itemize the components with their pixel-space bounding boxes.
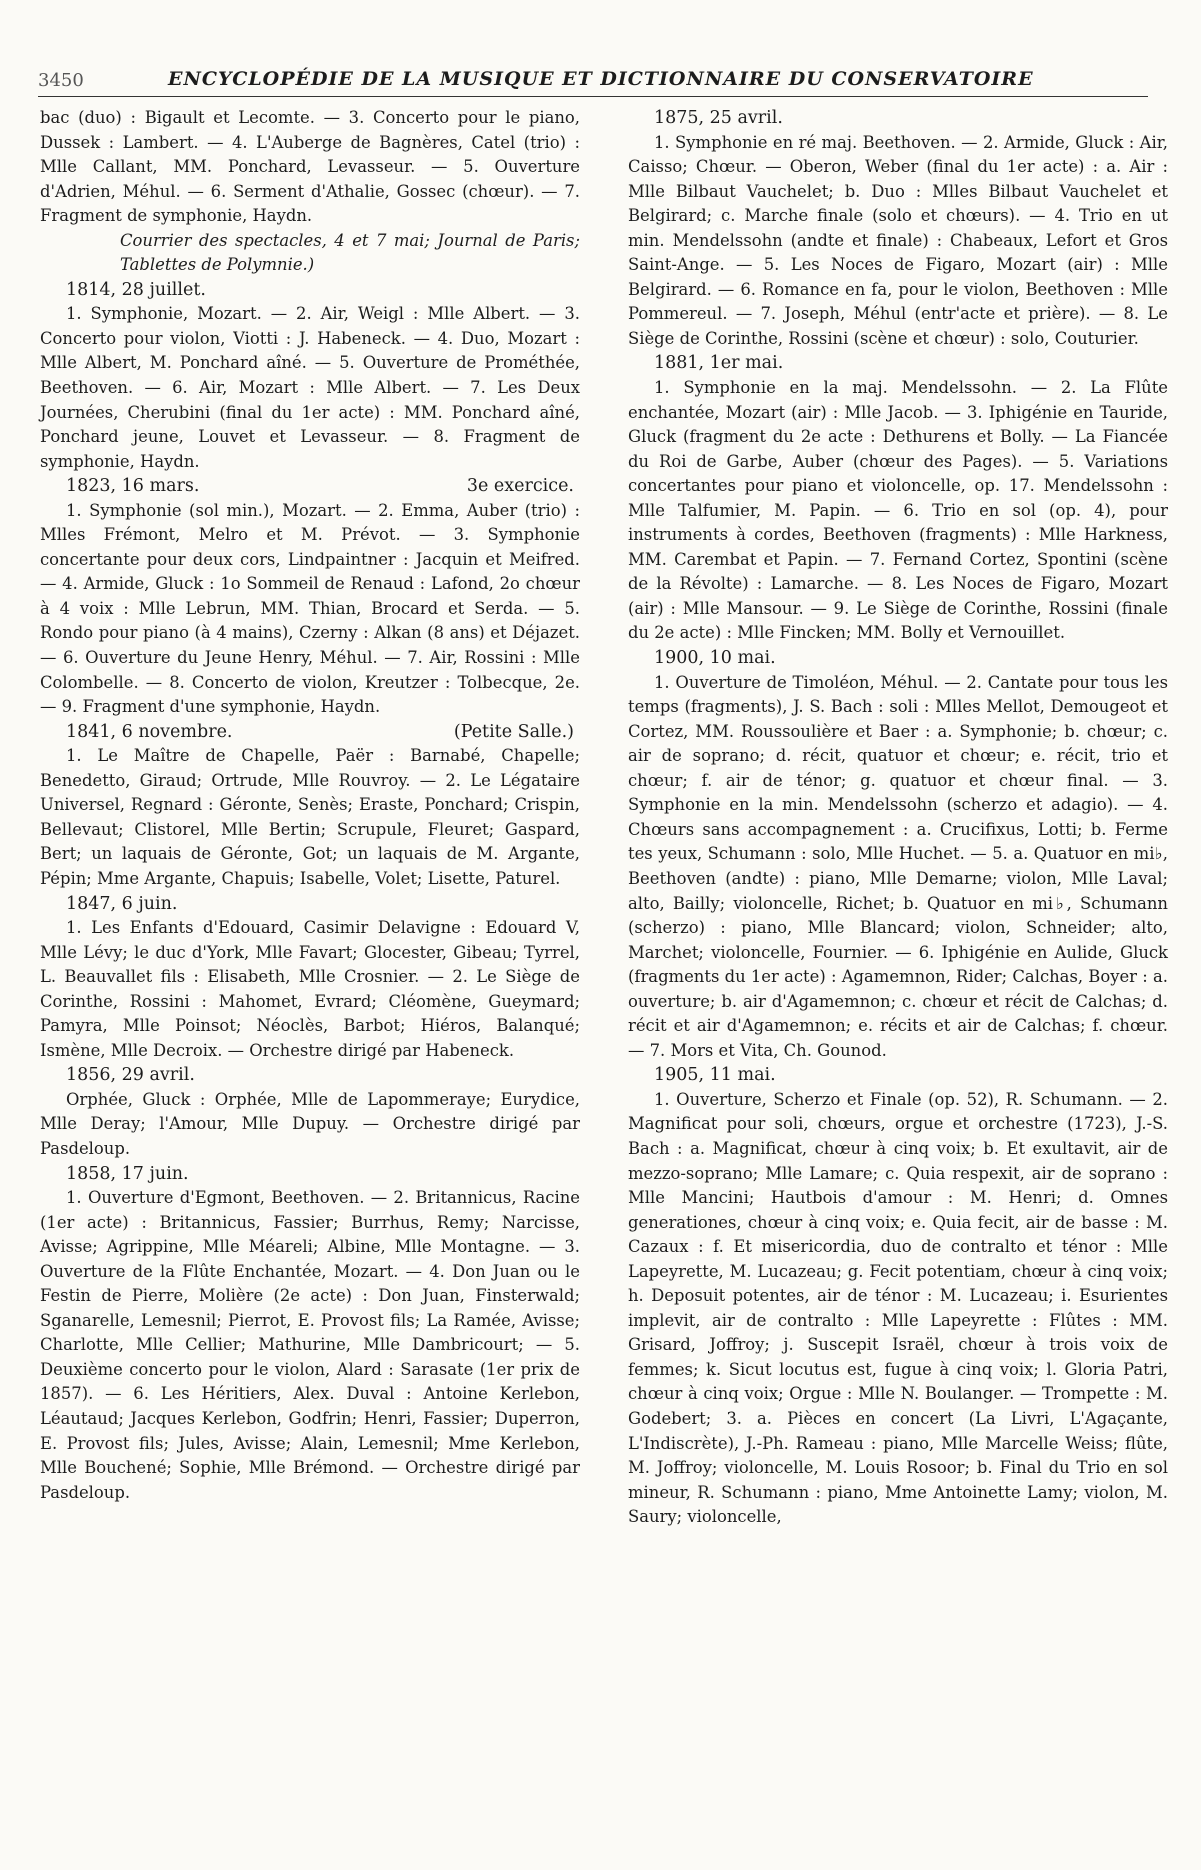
date-note: 3e exercice. xyxy=(466,476,574,497)
concert-date xyxy=(40,474,580,499)
concert-date xyxy=(40,720,580,745)
concert-date xyxy=(40,278,580,303)
date-text: 1814, 28 juillet. xyxy=(66,279,206,300)
date-text: 1875, 25 avril. xyxy=(654,108,783,128)
concert-date xyxy=(628,351,1168,376)
page-header xyxy=(38,66,1148,97)
right-column xyxy=(628,106,1168,1530)
date-text: 1823, 16 mars. xyxy=(66,476,200,497)
date-note: (Petite Salle.) xyxy=(453,721,574,742)
date-text: 1900, 10 mai. xyxy=(654,648,776,669)
concert-date xyxy=(628,646,1168,671)
date-text: 1881, 1er mai. xyxy=(654,353,784,374)
program-paragraph: bac (duo) : Bigault et Lecomte. — 3. Concerto pour le piano, Dussek : Lambert. — 4. L'Auberge de Bagnères, Catel (trio) : Mlle Callant, MM. Ponchard, Levasseur. — 5. Ouverture d'Adrien, Méhul. — 6. Serment d'Athalie, Gossec (chœur). — 7. Fragment de symphonie, Haydn. xyxy=(40,108,580,226)
program-paragraph: 1. Symphonie en ré maj. Beethoven. — 2. Armide, Gluck : Air, Caisso; Chœur. — Oberon, Weber (final du 1er acte) : a. Air : Mlle Bilbaut Vauchelet; b. Duo : Mlles Bilbaut Vauchelet et Belgirard; c. Marche finale (solo et chœurs). — 4. Trio en ut min. Mendelssohn (andte et finale) : Chabeaux, Lefort et Gros Saint-Ange. — 5. Les Noces de Figaro, Mozart (air) : Mlle Belgirard. — 6. Romance en fa, pour le violon, Beethoven : Mlle Pommereul. — 7. Joseph, Méhul (entr'acte et prière). — 8. Le Siège de Corinthe, Rossini (scène et chœur) : solo, Couturier. xyxy=(628,132,1168,348)
program-paragraph: 1. Ouverture, Scherzo et Finale (op. 52), R. Schumann. — 2. Magnificat pour soli, chœurs, orgue et orchestre (1723), J.-S. Bach : a. Magnificat, chœur à cinq voix; b. Et exultavit, air de mezzo-soprano; Mlle Lamare; c. Quia respexit, air de soprano : Mlle Mancini; Hautbois d'amour : M. Henri; d. Omnes generationes, chœur à cinq voix; e. Quia fecit, air de basse : M. Cazaux : f. Et misericordia, duo de contralto et ténor : Mlle Lapeyrette, M. Lucazeau; g. Fecit potentiam, chœur à cinq voix; h. Deposuit potentes, air de ténor : M. Lucazeau; i. Esurientes implevit, air de contralto : Mlle Lapeyrette : Flûtes : MM. Grisard, Joffroy; j. Suscepit Israël, chœur à trois voix de femmes; k. Sicut locutus est, fugue à cinq voix; l. Gloria Patri, chœur à cinq voix; Orgue : Mlle N. Boulanger. — Trompette : M. Godebert; 3. a. Pièces en concert (La Livri, L'Agaçante, L'Indiscrète), J.-Ph. Rameau : piano, Mlle Marcelle Weiss; flûte, M. Joffroy; violoncelle, M. Louis Rosoor; b. Final du Trio en sol mineur, R. Schumann : piano, Mme Antoinette Lamy; violon, M. Saury; violoncelle, xyxy=(628,1089,1168,1527)
left-column xyxy=(40,106,580,1505)
date-text: 1841, 6 novembre. xyxy=(66,721,233,742)
program-paragraph: 1. Les Enfants d'Edouard, Casimir Delavigne : Edouard V, Mlle Lévy; le duc d'York, Mlle Favart; Glocester, Gibeau; Tyrrel, L. Beauvallet fils : Elisabeth, Mlle Crosnier. — 2. Le Siège de Corinthe, Rossini : Mahomet, Evrard; Cléomène, Gueymard; Pamyra, Mlle Poinsot; Néoclès, Barbot; Hiéros, Balanqué; Ismène, Mlle Decroix. — Orchestre dirigé par Habeneck. xyxy=(40,918,580,1060)
program-paragraph: 1. Le Maître de Chapelle, Paër : Barnabé, Chapelle; Benedetto, Giraud; Ortrude, Mlle Rouvroy. — 2. Le Légataire Universel, Regnard : Géronte, Senès; Eraste, Ponchard; Crispin, Bellevaut; Clistorel, Mlle Bertin; Scrupule, Fleuret; Gaspard, Bert; un laquais de Géronte, Got; un laquais de M. Argante, Pépin; Mme Argante, Chapuis; Isabelle, Volet; Lisette, Paturel. xyxy=(40,746,580,888)
page-number: 3450 xyxy=(38,70,84,91)
program-paragraph: 1. Symphonie (sol min.), Mozart. — 2. Emma, Auber (trio) : Mlles Frémont, Melro et M. Prévot. — 3. Symphonie concertante pour deux cors, Lindpaintner : Jacquin et Meifred. — 4. Armide, Gluck : 1o Sommeil de Renaud : Lafond, 2o chœur à 4 voix : Mlle Lebrun, MM. Thian, Brocard et Serda. — 5. Rondo pour piano (à 4 mains), Czerny : Alkan (8 ans) et Déjazet. — 6. Ouverture du Jeune Henry, Méhul. — 7. Air, Rossini : Mlle Colombelle. — 8. Concerto de violon, Kreutzer : Tolbecque, 2e. — 9. Fragment d'une symphonie, Haydn. xyxy=(40,500,580,717)
date-text: 1847, 6 juin. xyxy=(66,893,178,914)
program-paragraph: 1. Symphonie, Mozart. — 2. Air, Weigl : Mlle Albert. — 3. Concerto pour violon, Viotti : J. Habeneck. — 4. Duo, Mozart : Mlle Albert, M. Ponchard aîné. — 5. Ouverture de Prométhée, Beethoven. — 6. Air, Mozart : Mlle Albert. — 7. Les Deux Journées, Cherubini (final du 1er acte) : MM. Ponchard aîné, Ponchard jeune, Louvet et Levasseur. — 8. Fragment de symphonie, Haydn. xyxy=(40,304,580,471)
concert-date xyxy=(628,106,1168,131)
program-paragraph: 1. Ouverture de Timoléon, Méhul. — 2. Cantate pour tous les temps (fragments), J. S. Bach : soli : Mlles Mellot, Demougeot et Cortez, MM. Roussoulière et Baer : a. Symphonie; b. chœur; c. air de soprano; d. récit, quatuor et chœur; e. récit, trio et chœur; f. air de ténor; g. quatuor et chœur final. — 3. Symphonie en la min. Mendelssohn (scherzo et adagio). — 4. Chœurs sans accompagnement : a. Crucifixus, Lotti; b. Ferme tes yeux, Schumann : solo, Mlle Huchet. — 5. a. Quatuor en mi♭, Beethoven (andte) : piano, Mlle Demarne; violon, Mlle Laval; alto, Bailly; violoncelle, Richet; b. Quatuor en mi♭, Schumann (scherzo) : piano, Mlle Blancard; violon, Schneider; alto, Marchet; violoncelle, Fournier. — 6. Iphigénie en Aulide, Gluck (fragments du 1er acte) : Agamemnon, Rider; Calchas, Boyer : a. ouverture; b. air d'Agamemnon; c. chœur et récit de Calchas; d. récit et air d'Agamemnon; e. récits et air de Calchas; f. chœur. — 7. Mors et Vita, Ch. Gounod. xyxy=(628,672,1168,1060)
date-text: 1858, 17 juin. xyxy=(66,1163,189,1184)
concert-date xyxy=(40,892,580,917)
date-text: 1856, 29 avril. xyxy=(66,1065,195,1086)
date-text: 1905, 11 mai. xyxy=(654,1065,776,1086)
concert-date xyxy=(628,1063,1168,1088)
source-citation: Courrier des spectacles, 4 et 7 mai; Journal de Paris; Tablettes de Polymnie.) xyxy=(120,230,580,275)
program-paragraph: Orphée, Gluck : Orphée, Mlle de Lapommeraye; Eurydice, Mlle Deray; l'Amour, Mlle Dupuy. — Orchestre dirigé par Pasdeloup. xyxy=(40,1089,580,1158)
concert-date xyxy=(40,1162,580,1187)
program-paragraph: 1. Ouverture d'Egmont, Beethoven. — 2. Britannicus, Racine (1er acte) : Britannicus, Fassier; Burrhus, Remy; Narcisse, Avisse; Agrippine, Mlle Méareli; Albine, Mlle Montagne. — 3. Ouverture de la Flûte Enchantée, Mozart. — 4. Don Juan ou le Festin de Pierre, Molière (2e acte) : Don Juan, Finsterwald; Sganarelle, Lemesnil; Pierrot, E. Provost fils; La Ramée, Avisse; Charlotte, Mlle Cellier; Mathurine, Mlle Dambricourt; — 5. Deuxième concerto pour le violon, Alard : Sarasate (1er prix de 1857). — 6. Les Héritiers, Alex. Duval : Antoine Kerlebon, Léautaud; Jacques Kerlebon, Godfrin; Henri, Fassier; Duperron, E. Provost fils; Jules, Avisse; Alain, Lemesnil; Mme Kerlebon, Mlle Bouchené; Sophie, Mlle Brémond. — Orchestre dirigé par Pasdeloup. xyxy=(40,1188,580,1502)
concert-date xyxy=(40,1063,580,1088)
program-paragraph: 1. Symphonie en la maj. Mendelssohn. — 2. La Flûte enchantée, Mozart (air) : Mlle Jacob. — 3. Iphigénie en Tauride, Gluck (fragment du 2e acte : Dethurens et Bolly. — La Fiancée du Roi de Garbe, Auber (chœur des Pages). — 5. Variations concertantes pour piano et violoncelle, op. 17. Mendelssohn : Mlle Talfumier, M. Papin. — 6. Trio en sol (op. 4), pour instruments à cordes, Beethoven (fragments) : Mlle Harkness, MM. Carembat et Papin. — 7. Fernand Cortez, Spontini (scène de la Révolte) : Lamarche. — 8. Les Noces de Figaro, Mozart (air) : Mlle Mansour. — 9. Le Siège de Corinthe, Rossini (finale du 2e acte) : Mlle Fincken; MM. Bolly et Vernouillet. xyxy=(628,378,1168,643)
running-title: ENCYCLOPÉDIE DE LA MUSIQUE ET DICTIONNAIRE DU CONSERVATOIRE xyxy=(168,68,1034,90)
